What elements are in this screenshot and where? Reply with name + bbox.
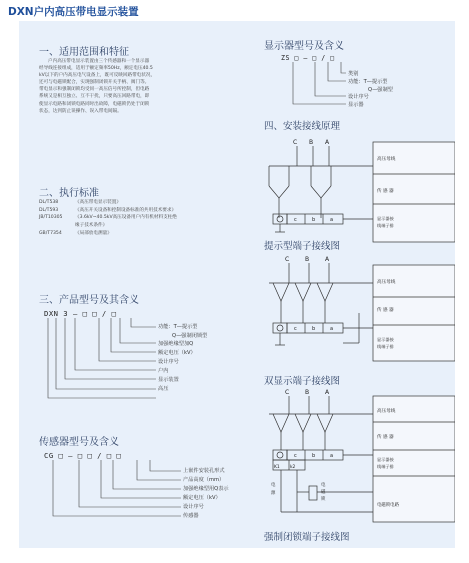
side-label-sensor: 传 感 器: [377, 189, 394, 194]
phase-label: A: [325, 139, 330, 146]
standard-name: 缘子技术条件》: [75, 223, 108, 229]
terminal-label: b: [312, 326, 316, 332]
power-label: 电: [271, 483, 276, 488]
display-label: 设计序号: [348, 94, 369, 100]
section1-line: 带电显示和强制闭锁均受同一高压信号所控制，但电路: [39, 87, 150, 93]
standard-code: JB/T10305: [39, 215, 63, 221]
phase-label: C: [293, 139, 298, 146]
section1-line: 还可与电磁锁配合，实现强制闭锁开关手柄、阀门等。: [39, 80, 150, 86]
terminal-label: c: [294, 453, 297, 459]
standard-code: GB/T7354: [39, 230, 62, 236]
side-label-lock-circuit: 电磁锁电路: [377, 503, 399, 508]
side-label-display: 线端子排: [377, 344, 394, 349]
standard-code: DL/T538: [39, 200, 59, 205]
side-label-display: 线端子排: [377, 223, 394, 228]
side-label-display: 显示器接: [377, 337, 394, 342]
section4-title: 四、安装接线原理: [264, 121, 341, 132]
phase-label: C: [285, 389, 290, 396]
section1-line: 使显示电路和闭锁电路同时出故障，电磁锁仍处于闭锁: [39, 101, 150, 107]
standard-name: 《高压带电显示装置》: [75, 200, 121, 205]
power-label: 源: [271, 491, 276, 496]
terminal-label: a: [330, 453, 334, 459]
section1-title: 一、适用范围和特征: [39, 47, 129, 58]
display-label: 类别: [348, 71, 359, 77]
lock-label: 电: [321, 483, 326, 488]
tip-wiring-diagram: [259, 253, 455, 368]
phase-label: B: [305, 389, 310, 396]
display-model-code: ZS □ — □ / □: [281, 54, 335, 62]
side-label-bus: 高压母线: [377, 280, 396, 285]
terminal-label: b: [312, 217, 316, 223]
terminal-label: c: [294, 217, 297, 223]
display-title: 显示器型号及含义: [264, 41, 344, 52]
phase-label: B: [309, 139, 314, 146]
k-label: K1: [274, 465, 280, 470]
terminal-label: c: [294, 326, 297, 332]
product-label: 额定电压（kV）: [158, 350, 196, 356]
sensor-label: 传感器: [183, 513, 199, 519]
terminal-label: a: [330, 326, 334, 332]
page-title: DXN户内高压带电显示装置: [8, 6, 139, 18]
product-label: 设计序号: [158, 359, 179, 365]
content-panel: [19, 21, 455, 548]
phase-label: A: [325, 389, 330, 396]
side-label-display: 显示器接: [377, 216, 394, 221]
terminal-label: b: [312, 453, 316, 459]
section1-line: 经导线连接组成，适用于额定频率50Hz，额定电压40.5: [39, 66, 153, 72]
phase-label: C: [285, 256, 290, 263]
standard-name: 《高压开关设备和控制设备标准的共用技术要求》: [75, 207, 177, 213]
section2-title: 二、执行标准: [39, 188, 99, 199]
tip-diagram-title: 提示型端子接线图: [264, 241, 341, 252]
display-label: 显示器: [348, 102, 364, 108]
lock-label: 锁: [321, 497, 326, 502]
side-label-bus: 高压母线: [377, 409, 396, 414]
side-label-sensor: 传 感 器: [377, 435, 394, 440]
product-label: 显示装置: [158, 377, 179, 383]
product-label: 高压: [158, 386, 169, 392]
sensor-label: 额定电压（kV）: [183, 495, 221, 501]
product-label: Q—强制闭锁型: [172, 333, 208, 339]
dual-diagram-title: 双显示端子接线图: [264, 376, 341, 387]
sensor-title: 传感器型号及含义: [39, 437, 119, 448]
display-label: Q—强制型: [368, 87, 393, 93]
section1-line: kV以下的户内高压电气设备上，既可反映回路带电状况，: [39, 73, 156, 79]
k-label: k2: [290, 465, 296, 470]
display-label: 功能：T—提示型: [348, 79, 388, 85]
phase-label: B: [305, 256, 310, 263]
standard-code: DL/T593: [39, 207, 59, 213]
section3-title: 三、产品型号及其含义: [39, 295, 139, 306]
dual-wiring-diagram: [259, 388, 455, 528]
forced-diagram-title: 强制闭锁端子接线图: [264, 532, 350, 543]
side-label-bus: 高压母线: [377, 157, 396, 162]
product-model-code: DXN 3 — □ □ / □: [44, 309, 117, 318]
lock-label: 磁: [321, 490, 326, 495]
product-label: 户内: [158, 368, 169, 374]
sensor-model-code: CG □ — □ □ / □ □: [44, 451, 122, 460]
section1-line: 户内高压带电显示装置由三个传感器和一个显示器: [48, 59, 150, 64]
product-label: 功能：T—提示型: [158, 324, 198, 330]
side-label-display: 显示器接: [377, 457, 394, 462]
side-label-display: 线端子排: [377, 464, 394, 469]
section1-line: 系统又是相互独立、互不干扰，只要高压回路带电，即: [39, 94, 150, 100]
standard-name: 《局部放电测量》: [75, 230, 112, 236]
side-label-sensor: 传 感 器: [377, 308, 394, 313]
sensor-label: 上嵌件安装孔形式: [183, 468, 225, 474]
product-label: 加强绝缘型加Q: [158, 341, 194, 347]
install-diagram: [259, 136, 455, 251]
sensor-label: 加强绝缘型用Q表示: [183, 486, 229, 492]
phase-label: A: [325, 256, 330, 263]
standard-name: 《3.6kV~40.5kV高压设备用户内有机材料支柱绝: [75, 215, 177, 221]
terminal-label: a: [330, 217, 334, 223]
section1-line: 状态，达到防止误操作、误入带电间隔。: [39, 108, 122, 114]
sensor-label: 产品高度（mm）: [183, 477, 225, 483]
sensor-label: 设计序号: [183, 504, 204, 510]
